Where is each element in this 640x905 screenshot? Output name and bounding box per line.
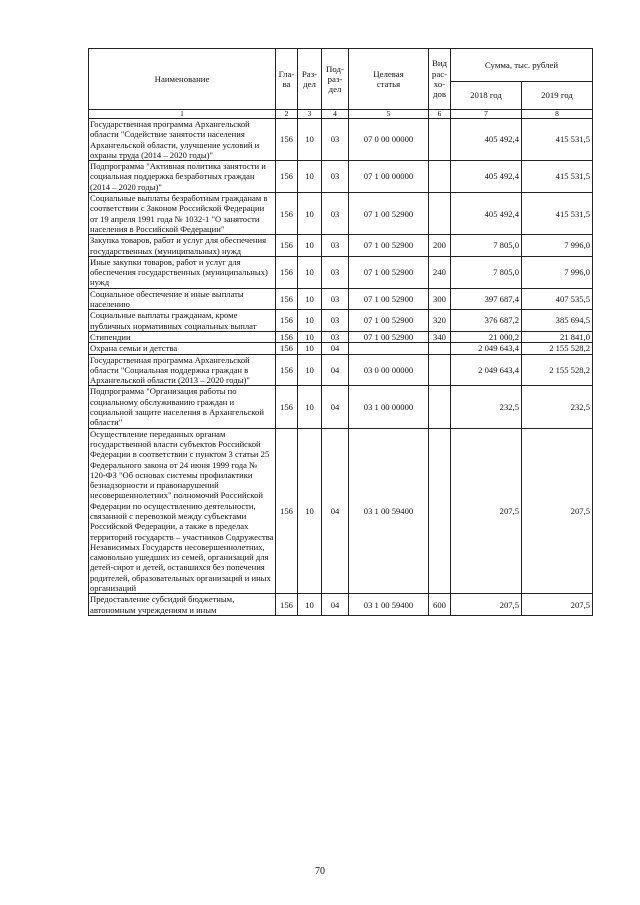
row-2019: 415 531,5 <box>522 119 593 161</box>
header-sum: Сумма, тыс. рублей <box>451 49 593 82</box>
row-razdel: 10 <box>298 256 322 288</box>
budget-table <box>88 48 593 616</box>
row-vid <box>429 428 451 594</box>
header-glava: Гла- ва <box>276 49 298 110</box>
table-header <box>89 49 593 119</box>
row-2019: 207,5 <box>522 594 593 616</box>
row-name: Охрана семьи и детства <box>89 343 276 354</box>
row-podrazdel: 03 <box>322 288 349 310</box>
row-2019: 7 996,0 <box>522 235 593 257</box>
table-row <box>89 386 593 428</box>
row-podrazdel: 03 <box>322 193 349 235</box>
row-vid <box>429 193 451 235</box>
row-target: 03 1 00 59400 <box>349 428 429 594</box>
row-target: 07 1 00 52900 <box>349 256 429 288</box>
row-2019: 21 841,0 <box>522 331 593 342</box>
row-vid <box>429 119 451 161</box>
row-2019: 7 996,0 <box>522 256 593 288</box>
row-2018: 232,5 <box>451 386 522 428</box>
row-razdel: 10 <box>298 354 322 386</box>
row-vid: 240 <box>429 256 451 288</box>
row-podrazdel: 03 <box>322 310 349 332</box>
header-target: Целевая статья <box>349 49 429 110</box>
row-2019: 415 531,5 <box>522 161 593 193</box>
row-glava: 156 <box>276 310 298 332</box>
header-razdel: Раз- дел <box>298 49 322 110</box>
row-glava: 156 <box>276 428 298 594</box>
row-glava: 156 <box>276 161 298 193</box>
row-glava: 156 <box>276 354 298 386</box>
col-number: 3 <box>298 110 322 119</box>
row-podrazdel: 03 <box>322 256 349 288</box>
row-podrazdel: 03 <box>322 235 349 257</box>
row-glava: 156 <box>276 256 298 288</box>
row-razdel: 10 <box>298 235 322 257</box>
row-vid <box>429 354 451 386</box>
row-razdel: 10 <box>298 310 322 332</box>
table-row <box>89 594 593 616</box>
table-row <box>89 354 593 386</box>
col-number: 6 <box>429 110 451 119</box>
row-vid <box>429 386 451 428</box>
header-name: Наименование <box>89 49 276 110</box>
row-name: Иные закупки товаров, работ и услуг для обеспечения государственных (муниципальных) нужд <box>89 256 276 288</box>
row-vid: 320 <box>429 310 451 332</box>
row-glava: 156 <box>276 331 298 342</box>
row-glava: 156 <box>276 119 298 161</box>
row-target: 07 1 00 52900 <box>349 331 429 342</box>
row-podrazdel: 04 <box>322 343 349 354</box>
row-2018: 207,5 <box>451 594 522 616</box>
row-2018: 7 805,0 <box>451 235 522 257</box>
row-target: 07 1 00 52900 <box>349 193 429 235</box>
row-2019: 2 155 528,2 <box>522 343 593 354</box>
row-vid: 300 <box>429 288 451 310</box>
row-2019: 207,5 <box>522 428 593 594</box>
row-vid: 200 <box>429 235 451 257</box>
col-number: 2 <box>276 110 298 119</box>
header-podrazdel: Под- раз- дел <box>322 49 349 110</box>
row-razdel: 10 <box>298 331 322 342</box>
row-podrazdel: 04 <box>322 354 349 386</box>
row-2019: 232,5 <box>522 386 593 428</box>
row-name: Социальное обеспечение и иные выплаты населению <box>89 288 276 310</box>
header-2018: 2018 год <box>451 82 522 110</box>
row-name: Государственная программа Архангельской области "Социальная поддержка граждан в Архангельской области (2013 – 2020 годы)" <box>89 354 276 386</box>
row-glava: 156 <box>276 343 298 354</box>
table-body <box>89 119 593 616</box>
row-name: Подпрограмма "Активная политика занятости и социальная поддержка безработных граждан (2014 – 2020 годы)" <box>89 161 276 193</box>
row-vid: 340 <box>429 331 451 342</box>
row-glava: 156 <box>276 235 298 257</box>
row-2019: 407 535,5 <box>522 288 593 310</box>
row-razdel: 10 <box>298 343 322 354</box>
row-razdel: 10 <box>298 428 322 594</box>
table-row <box>89 256 593 288</box>
row-2018: 405 492,4 <box>451 119 522 161</box>
col-number: 5 <box>349 110 429 119</box>
row-2019: 415 531,5 <box>522 193 593 235</box>
row-podrazdel: 04 <box>322 428 349 594</box>
row-2018: 7 805,0 <box>451 256 522 288</box>
row-2018: 207,5 <box>451 428 522 594</box>
row-2018: 376 687,2 <box>451 310 522 332</box>
table-row <box>89 235 593 257</box>
row-target: 07 1 00 52900 <box>349 288 429 310</box>
col-number: 1 <box>89 110 276 119</box>
page-number: 70 <box>315 866 325 877</box>
row-vid: 600 <box>429 594 451 616</box>
row-razdel: 10 <box>298 594 322 616</box>
row-2018: 405 492,4 <box>451 161 522 193</box>
row-podrazdel: 04 <box>322 594 349 616</box>
table-row <box>89 343 593 354</box>
row-name: Социальные выплаты гражданам, кроме публичных нормативных социальных выплат <box>89 310 276 332</box>
col-number: 8 <box>522 110 593 119</box>
row-podrazdel: 04 <box>322 386 349 428</box>
row-razdel: 10 <box>298 119 322 161</box>
row-name: Осуществление переданных органам государственной власти субъектов Российской Федерации в соответствии с пунктом 3 статьи 25 Федерального закона от 24 июня 1999 года № 120-ФЗ "Об основах системы профилактики безнадзорности и правонарушений несовершеннолетних" полномочий Российской Федерации по осуществлению деятельности, связанной с перевозкой между субъектами Российской Федерации, а также в пределах территорий государств – участников Содружества Независимых Государств несовершеннолетних, самовольно ушедших из семей, организаций для детей-сирот и детей, оставшихся без попечения родителей, образовательных организаций и иных организаций <box>89 428 276 594</box>
row-2019: 2 155 528,2 <box>522 354 593 386</box>
row-podrazdel: 03 <box>322 331 349 342</box>
row-glava: 156 <box>276 193 298 235</box>
row-name: Стипендии <box>89 331 276 342</box>
row-razdel: 10 <box>298 288 322 310</box>
row-name: Государственная программа Архангельской области "Содействие занятости населения Архангельской области, улучшение условий и охраны труда (2014 – 2020 годы)" <box>89 119 276 161</box>
row-name: Подпрограмма "Организация работы по социальному обслуживанию граждан и социальной защите населения в Архангельской области" <box>89 386 276 428</box>
row-2018: 405 492,4 <box>451 193 522 235</box>
table-row <box>89 428 593 594</box>
table-row <box>89 331 593 342</box>
col-number: 4 <box>322 110 349 119</box>
row-2019: 385 694,5 <box>522 310 593 332</box>
row-podrazdel: 03 <box>322 119 349 161</box>
row-target: 07 1 00 00000 <box>349 161 429 193</box>
row-razdel: 10 <box>298 161 322 193</box>
table-row <box>89 119 593 161</box>
row-2018: 21 000,2 <box>451 331 522 342</box>
row-name: Социальные выплаты безработным гражданам в соответствии с Законом Российской Федерации от 19 апреля 1991 года № 1032-1 "О занятости населения в Российской Федерации" <box>89 193 276 235</box>
header-vid: Вид рас- хо- дов <box>429 49 451 110</box>
row-glava: 156 <box>276 386 298 428</box>
row-target: 07 1 00 52900 <box>349 235 429 257</box>
row-2018: 2 049 643,4 <box>451 343 522 354</box>
column-numbers-row <box>89 110 593 119</box>
row-name: Предоставление субсидий бюджетным, автономным учреждениям и иным <box>89 594 276 616</box>
row-name: Закупка товаров, работ и услуг для обеспечения государственных (муниципальных) нужд <box>89 235 276 257</box>
row-glava: 156 <box>276 288 298 310</box>
table-row <box>89 310 593 332</box>
row-target: 03 1 00 00000 <box>349 386 429 428</box>
row-target: 07 1 00 52900 <box>349 310 429 332</box>
col-number: 7 <box>451 110 522 119</box>
table-row <box>89 288 593 310</box>
row-2018: 2 049 643,4 <box>451 354 522 386</box>
row-target: 07 0 00 00000 <box>349 119 429 161</box>
row-target: 03 0 00 00000 <box>349 354 429 386</box>
row-2018: 397 687,4 <box>451 288 522 310</box>
row-podrazdel: 03 <box>322 161 349 193</box>
table-row <box>89 161 593 193</box>
row-vid <box>429 343 451 354</box>
header-2019: 2019 год <box>522 82 593 110</box>
row-razdel: 10 <box>298 386 322 428</box>
row-vid <box>429 161 451 193</box>
row-target: 03 1 00 59400 <box>349 594 429 616</box>
row-target <box>349 343 429 354</box>
row-razdel: 10 <box>298 193 322 235</box>
row-glava: 156 <box>276 594 298 616</box>
table-row <box>89 193 593 235</box>
